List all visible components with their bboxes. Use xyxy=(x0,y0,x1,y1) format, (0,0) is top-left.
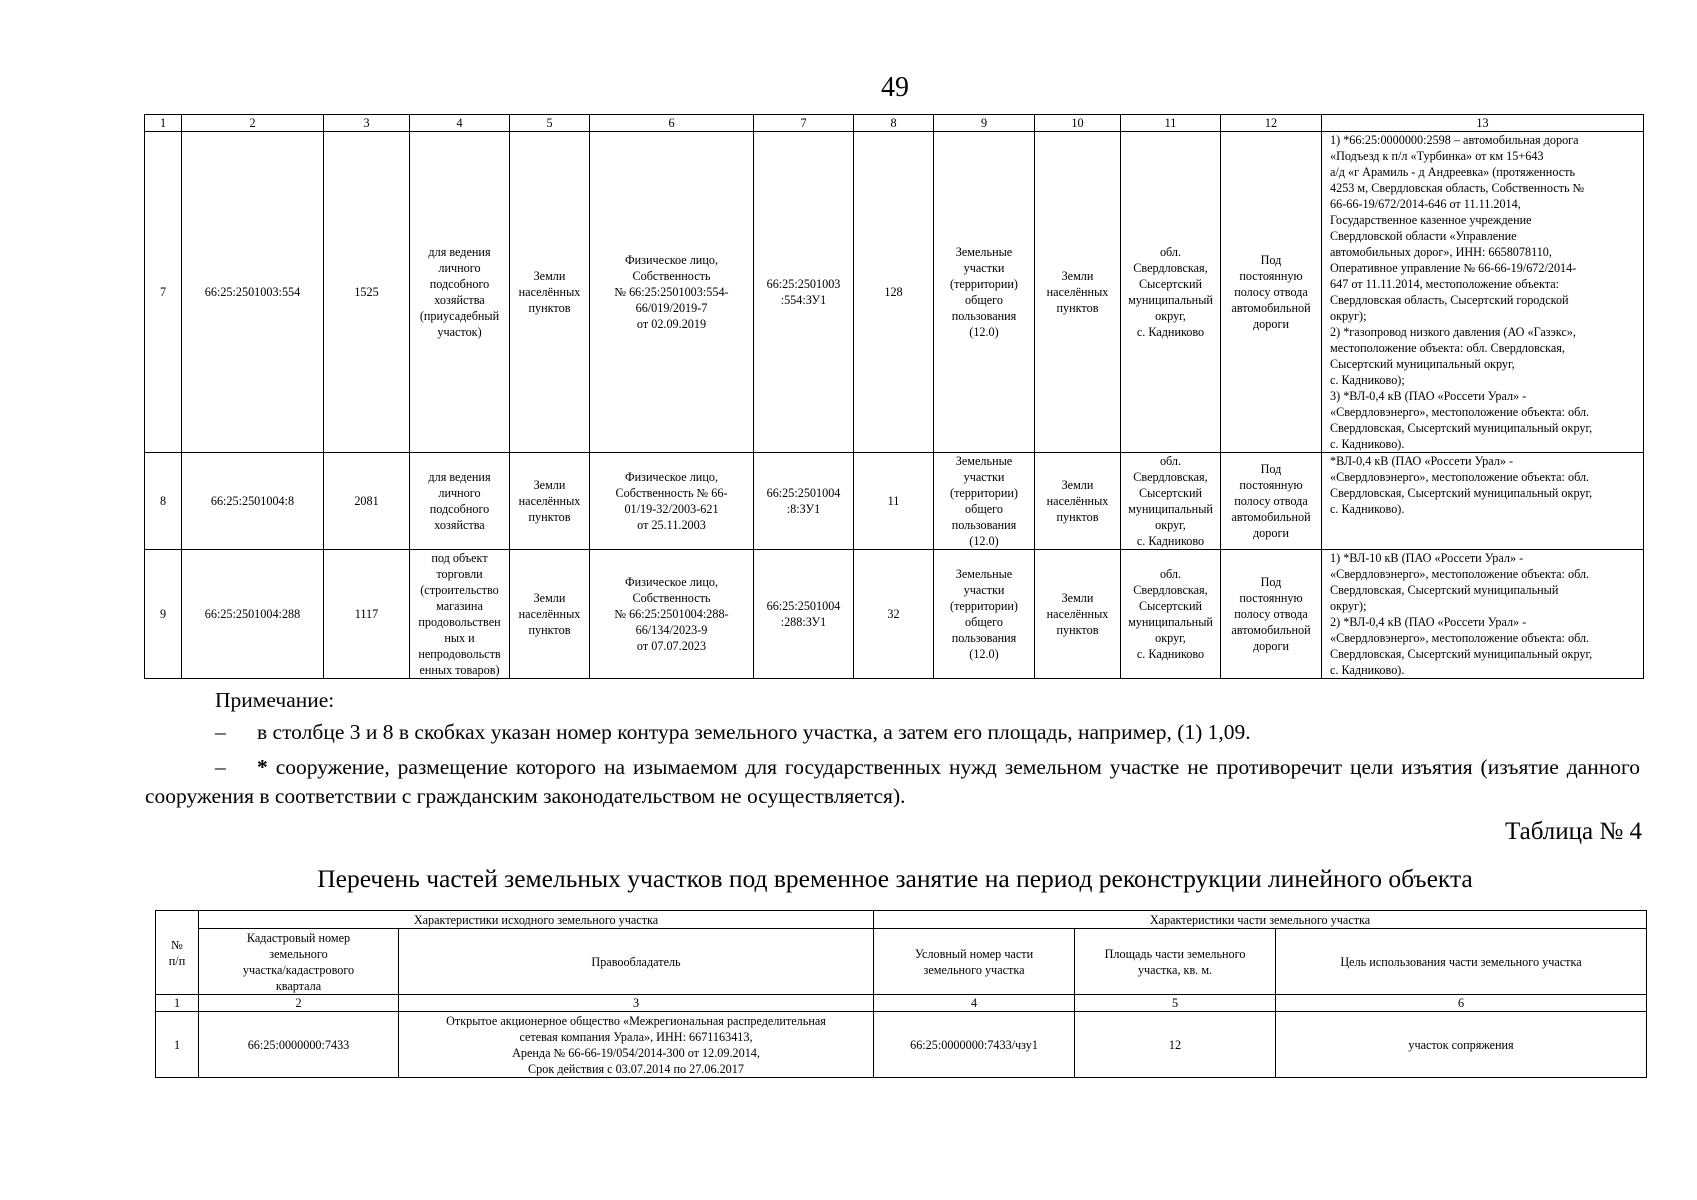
cell-location: обл. Свердловская, Сысертский муниципальный округ, с. Кадниково xyxy=(1121,453,1221,550)
header-number-cell: 5 xyxy=(510,115,590,132)
cell-part-area: 128 xyxy=(854,132,934,453)
cell-num: 1 xyxy=(156,1012,199,1078)
cell-area: 2081 xyxy=(324,453,410,550)
cell-encumbrances: *ВЛ-0,4 кВ (ПАО «Россети Урал» - «Свердловэнерго», местоположение объекта: обл. Свердловская, Сысертский муниципальный округ, с. Кадниково). xyxy=(1322,453,1644,550)
header-area: Площадь части земельного участка, кв. м. xyxy=(1075,929,1276,995)
cell-land-category: Земли населённых пунктов xyxy=(1035,550,1121,679)
cell-conditional: 66:25:0000000:7433/чзу1 xyxy=(874,1012,1075,1078)
header-number-cell: 6 xyxy=(590,115,754,132)
note-text-1: в столбце 3 и 8 в скобках указан номер контура земельного участка, а затем его площадь, например, (1) 1,09. xyxy=(257,720,1251,744)
header-numbers-row xyxy=(145,115,1644,132)
cell-purpose: Под постоянную полосу отвода автомобильной дороги xyxy=(1221,132,1322,453)
cell-permitted-use: Земельные участки (территории) общего пользования (12.0) xyxy=(934,132,1035,453)
header-conditional: Условный номер части земельного участка xyxy=(874,929,1075,995)
note-dash: – xyxy=(215,720,226,744)
header-numbers-row: 1 2 3 4 5 6 xyxy=(156,995,1647,1012)
cell-land-category: Земли населённых пунктов xyxy=(510,453,590,550)
header-number-cell: 2 xyxy=(182,115,324,132)
cell-encumbrances: 1) *ВЛ-10 кВ (ПАО «Россети Урал» - «Свердловэнерго», местоположение объекта: обл. Свердловская, Сысертский муниципальный округ); 2) *ВЛ-0,4 кВ (ПАО «Россети Урал» - «Свердловэнерго», местоположение объекта: обл. Свердловская, Сысертский муниципальный округ, с. Кадниково). xyxy=(1322,550,1644,679)
header-num xyxy=(156,911,199,995)
cell-land-category: Земли населённых пунктов xyxy=(510,132,590,453)
cell-owner: Открытое акционерное общество «Межрегиональная распределительная сетевая компания Урала», ИНН: 6671163413, Аренда № 66-66-19/054/2014-300 от 12.09.2014, Срок действия с 03.07.2014 по 27.06.2017 xyxy=(399,1012,874,1078)
cell-conditional-number: 66:25:2501004 :288:ЗУ1 xyxy=(754,550,854,679)
cell-purpose: Под постоянную полосу отвода автомобильной дороги xyxy=(1221,453,1322,550)
cell-cadastral: 66:25:2501003:554 xyxy=(182,132,324,453)
cell-num: 8 xyxy=(145,453,182,550)
cell-owner: Физическое лицо, Собственность № 66- 01/19-32/2003-621 от 25.11.2003 xyxy=(590,453,754,550)
table-4-caption: Таблица № 4 xyxy=(1504,818,1642,845)
cell-cadastral: 66:25:0000000:7433 xyxy=(199,1012,399,1078)
cell-area: 1525 xyxy=(324,132,410,453)
header-number-cell: 13 xyxy=(1322,115,1644,132)
cell-part-area: 32 xyxy=(854,550,934,679)
note-text-2: сооружение, размещение которого на изымаемом для государственных нужд земельном участке не противоречит цели изъятия (изъятие данного сооружения в соответствии с гражданским законодательством не осуществляется). xyxy=(145,755,1640,808)
header-number-cell: 11 xyxy=(1121,115,1221,132)
note-item-2 xyxy=(145,753,1640,811)
cell-num: 9 xyxy=(145,550,182,679)
header-number-cell: 8 xyxy=(854,115,934,132)
cell-land-use: для ведения личного подсобного хозяйства (приусадебный участок) xyxy=(410,132,510,453)
cell-conditional-number: 66:25:2501004 :8:ЗУ1 xyxy=(754,453,854,550)
table-row xyxy=(145,550,1644,679)
cell-location: обл. Свердловская, Сысертский муниципальный округ, с. Кадниково xyxy=(1121,550,1221,679)
temporary-parts-table xyxy=(155,910,1647,1078)
header-number-cell: 7 xyxy=(754,115,854,132)
cell-area: 1117 xyxy=(324,550,410,679)
header-group-part: Характеристики части земельного участка xyxy=(874,911,1647,929)
h-num-2: п/п xyxy=(168,953,186,968)
table-row xyxy=(156,1012,1647,1078)
cell-location: обл. Свердловская, Сысертский муниципальный округ, с. Кадниково xyxy=(1121,132,1221,453)
cell-part-area: 11 xyxy=(854,453,934,550)
table-4-title: Перечень частей земельных участков под временное занятие на период реконструкции линейного объекта xyxy=(317,864,1473,893)
header-owner: Правообладатель xyxy=(399,929,874,995)
cell-cadastral: 66:25:2501004:8 xyxy=(182,453,324,550)
cell-num: 7 xyxy=(145,132,182,453)
table-row xyxy=(145,132,1644,453)
header-number-cell: 4 xyxy=(410,115,510,132)
land-plots-table xyxy=(144,114,1644,679)
cell-land-use: для ведения личного подсобного хозяйства xyxy=(410,453,510,550)
cell-land-category: Земли населённых пунктов xyxy=(1035,132,1121,453)
page-number: 49 xyxy=(881,72,909,103)
header-number-cell: 3 xyxy=(324,115,410,132)
note-dash: – xyxy=(215,755,226,779)
cell-land-category: Земли населённых пунктов xyxy=(510,550,590,679)
cell-permitted-use: Земельные участки (территории) общего пользования (12.0) xyxy=(934,453,1035,550)
note-title: Примечание: xyxy=(215,688,335,712)
cell-land-use: под объект торговли (строительство магазина продовольствен ных и непродовольств енных товаров) xyxy=(410,550,510,679)
header-group-source: Характеристики исходного земельного участка xyxy=(199,911,874,929)
header-cadastral: Кадастровый номер земельного участка/кадастрового квартала xyxy=(199,929,399,995)
cell-purpose: участок сопряжения xyxy=(1276,1012,1647,1078)
cell-area: 12 xyxy=(1075,1012,1276,1078)
cell-cadastral: 66:25:2501004:288 xyxy=(182,550,324,679)
h-num-1: № xyxy=(171,937,183,952)
header-number-cell: 9 xyxy=(934,115,1035,132)
cell-purpose: Под постоянную полосу отвода автомобильной дороги xyxy=(1221,550,1322,679)
cell-permitted-use: Земельные участки (территории) общего пользования (12.0) xyxy=(934,550,1035,679)
cell-conditional-number: 66:25:2501003 :554:ЗУ1 xyxy=(754,132,854,453)
header-number-cell: 1 xyxy=(145,115,182,132)
cell-owner: Физическое лицо, Собственность № 66:25:2501003:554- 66/019/2019-7 от 02.09.2019 xyxy=(590,132,754,453)
note-star: * xyxy=(257,755,268,779)
header-number-cell: 12 xyxy=(1221,115,1322,132)
cell-encumbrances: 1) *66:25:0000000:2598 – автомобильная дорога «Подъезд к п/л «Турбинка» от км 15+643 а/д «г Арамиль - д Андреевка» (протяженность 4253 м, Свердловская область, Собственность № 66-66-19/672/2014-646 от 11.11.2014, Государственное казенное учреждение Свердловской области «Управление автомобильных дорог», ИНН: 6658078110, Оперативное управление № 66-66-19/672/2014- 647 от 11.11.2014, местоположение объекта: Свердловская область, Сысертский городской округ); 2) *газопровод низкого давления (АО «Газэкс», местоположение объекта: обл. Свердловская, Сысертский муниципальный округ, с. Кадниково); 3) *ВЛ-0,4 кВ (ПАО «Россети Урал» - «Свердловэнерго», местоположение объекта: обл. Свердловская, Сысертский муниципальный округ, с. Кадниково). xyxy=(1322,132,1644,453)
cell-land-category: Земли населённых пунктов xyxy=(1035,453,1121,550)
note-item-1 xyxy=(145,718,1640,747)
cell-owner: Физическое лицо, Собственность № 66:25:2501004:288- 66/134/2023-9 от 07.07.2023 xyxy=(590,550,754,679)
table-row xyxy=(145,453,1644,550)
header-purpose: Цель использования части земельного участка xyxy=(1276,929,1647,995)
header-number-cell: 10 xyxy=(1035,115,1121,132)
